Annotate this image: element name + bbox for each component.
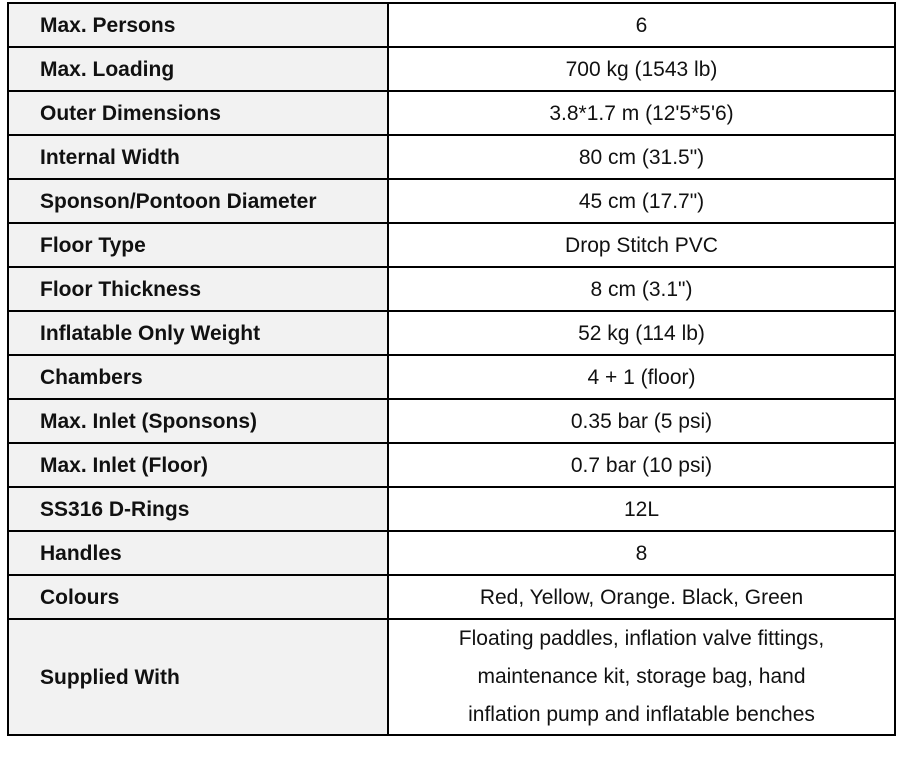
supplied-with-line: maintenance kit, storage bag, hand [477,665,806,688]
table-row [8,3,895,47]
spec-value: 0.35 bar (5 psi) [388,399,895,443]
table-row [8,179,895,223]
spec-label: SS316 D-Rings [8,487,388,531]
table-row [8,135,895,179]
spec-label: Handles [8,531,388,575]
table-row [8,91,895,135]
spec-value: 4 + 1 (floor) [388,355,895,399]
spec-value: Red, Yellow, Orange. Black, Green [388,575,895,619]
spec-label: Floor Type [8,223,388,267]
spec-label: Inflatable Only Weight [8,311,388,355]
table-row [8,47,895,91]
supplied-with-label: Supplied With [8,619,388,735]
table-row [8,619,895,735]
spec-label: Colours [8,575,388,619]
spec-label: Outer Dimensions [8,91,388,135]
table-row [8,487,895,531]
spec-value: 8 [388,531,895,575]
spec-label: Max. Inlet (Sponsons) [8,399,388,443]
spec-value: 6 [388,3,895,47]
table-row [8,531,895,575]
spec-label: Sponson/Pontoon Diameter [8,179,388,223]
spec-value: 3.8*1.7 m (12'5*5'6) [388,91,895,135]
spec-value: Drop Stitch PVC [388,223,895,267]
supplied-with-value [388,619,895,735]
spec-label: Max. Inlet (Floor) [8,443,388,487]
table-row [8,311,895,355]
table-row [8,223,895,267]
spec-value: 80 cm (31.5") [388,135,895,179]
supplied-with-line: Floating paddles, inflation valve fittings, [458,627,825,650]
table-row [8,355,895,399]
table-row [8,443,895,487]
spec-label: Internal Width [8,135,388,179]
table-row [8,267,895,311]
spec-label: Floor Thickness [8,267,388,311]
spec-value: 45 cm (17.7") [388,179,895,223]
spec-label: Max. Persons [8,3,388,47]
table-row [8,575,895,619]
spec-value: 52 kg (114 lb) [388,311,895,355]
table-row [8,399,895,443]
spec-value: 12L [388,487,895,531]
spec-value: 0.7 bar (10 psi) [388,443,895,487]
spec-value: 8 cm (3.1") [388,267,895,311]
supplied-with-line: inflation pump and inflatable benches [468,703,815,726]
spec-label: Max. Loading [8,47,388,91]
spec-table [7,2,896,736]
spec-value: 700 kg (1543 lb) [388,47,895,91]
spec-label: Chambers [8,355,388,399]
